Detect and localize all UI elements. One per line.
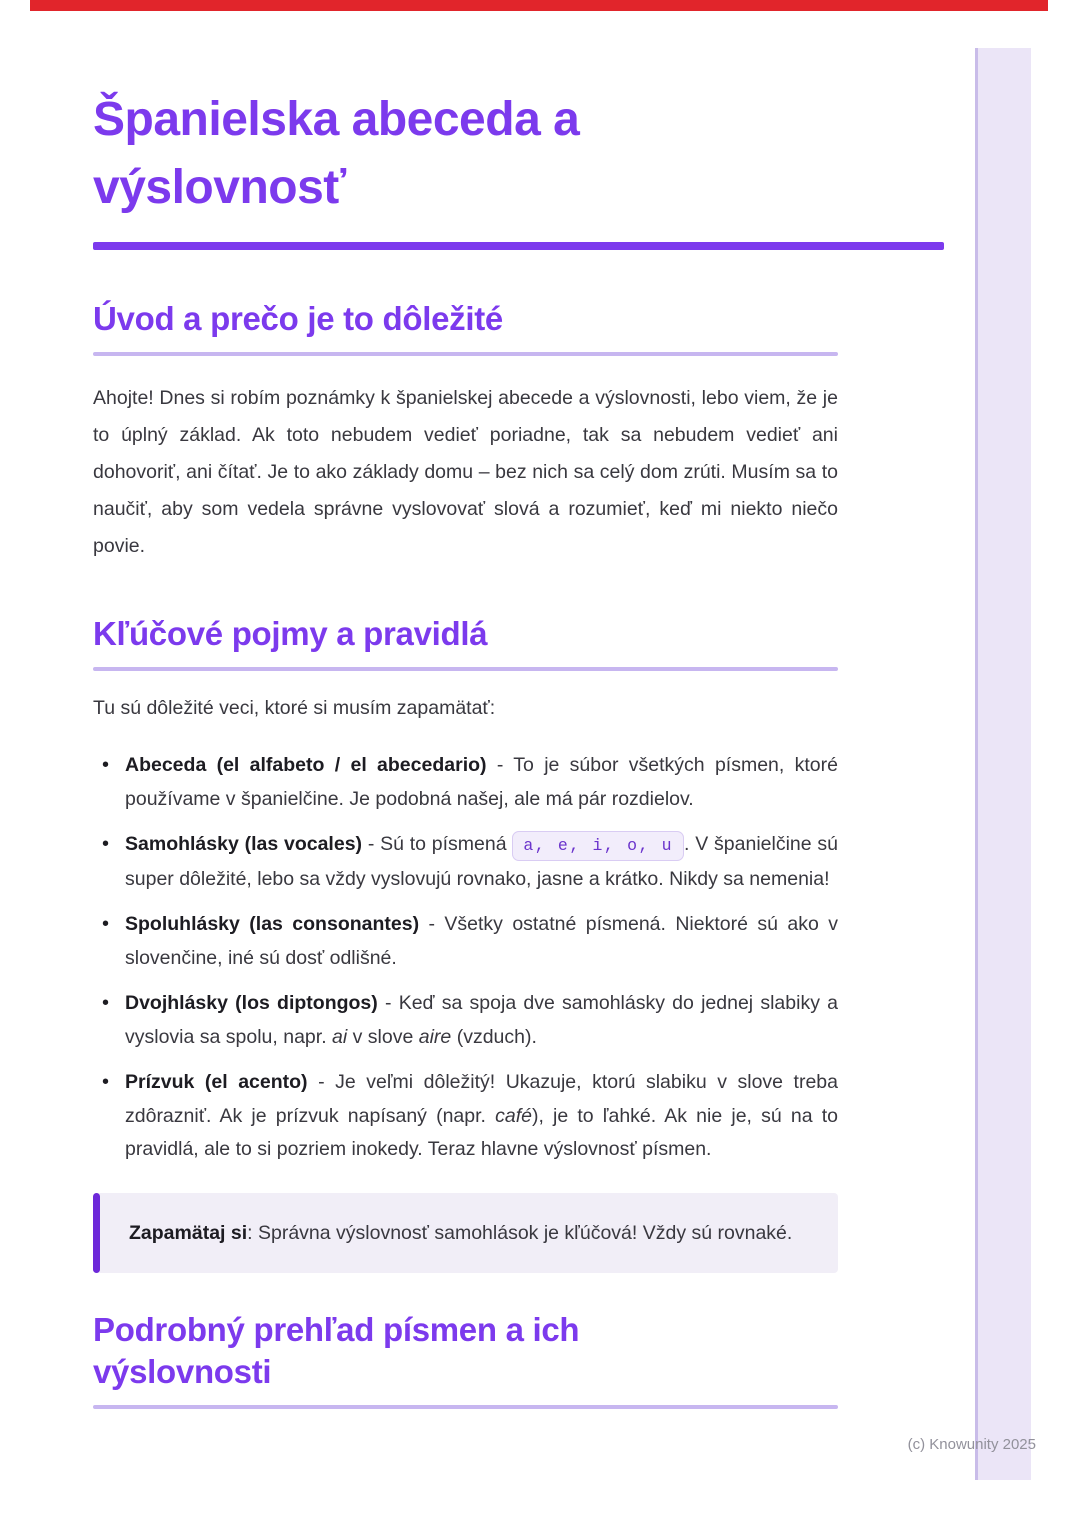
italic-example: aire: [418, 1025, 452, 1048]
copyright-note: (c) Knowunity 2025: [907, 1436, 1036, 1453]
key-concepts-divider: [93, 667, 838, 671]
body-text-segment: - Sú to písmená: [362, 833, 513, 855]
body-text-segment: - Keď sa spoja dve samohlásky do jednej slabiky a vyslovia sa spolu, napr.: [125, 992, 838, 1048]
body-text-segment: - To je súbor všetkých písmen, ktoré používame v španielčine. Je podobná našej, ale má pár rozdielov.: [125, 754, 838, 810]
section-key-concepts: [93, 613, 944, 1167]
section-detail-overview: [93, 1309, 944, 1409]
term-label: Abeceda (el alfabeto / el abecedario): [125, 754, 487, 776]
body-text-segment: v slove: [347, 1025, 419, 1048]
intro-paragraph: Ahojte! Dnes si robím poznámky k španielskej abecede a výslovnosti, lebo viem, že je to úplný základ. Ak toto nebudem vedieť poriadne, tak sa nebudem vedieť ani dohovoriť, ani čítať. Je to ako základy domu – bez nich sa celý dom zrúti. Musím sa to naučiť, aby som vedela správne vyslovovať slová a rozumieť, keď mi niekto niečo povie.: [93, 387, 838, 557]
callout-bold-label: Zapamätaj si: [129, 1221, 248, 1244]
term-label: Samohlásky (las vocales): [125, 833, 363, 855]
key-concepts-heading: Kľúčové pojmy a pravidlá: [93, 615, 488, 652]
detail-divider: [93, 1405, 838, 1409]
remember-callout: [93, 1193, 838, 1273]
right-margin-strip: [975, 48, 1031, 1480]
list-item: [93, 828, 838, 896]
section-intro: [93, 298, 944, 565]
intro-divider: [93, 352, 838, 356]
body-text-segment: . V španielčine sú super dôležité, lebo sa vždy vyslovujú rovnako, jasne a krátko. Nikdy sa nemenia!: [125, 833, 838, 890]
page-title: Španielska abeceda a výslovnosť: [93, 93, 580, 214]
key-concepts-lead: Tu sú dôležité veci, ktoré si musím zapamätať:: [93, 697, 496, 719]
term-label: Prízvuk (el acento): [125, 1071, 308, 1093]
italic-example: café: [495, 1104, 532, 1127]
list-item: [93, 749, 838, 816]
list-item: [93, 908, 838, 975]
term-label: Dvojhlásky (los diptongos): [125, 992, 378, 1014]
detail-heading: Podrobný prehľad písmen a ich výslovnosti: [93, 1310, 580, 1390]
list-item: [93, 987, 838, 1054]
inline-code-chip: a, e, i, o, u: [512, 831, 684, 861]
key-concepts-list: [93, 749, 838, 1167]
list-item: [93, 1066, 838, 1167]
body-text-segment: (vzduch).: [451, 1025, 537, 1048]
callout-text: [129, 1215, 798, 1251]
callout-accent-bar: [93, 1193, 100, 1273]
intro-heading: Úvod a prečo je to dôležité: [93, 300, 503, 337]
title-divider: [93, 242, 944, 250]
body-text-segment: - Je veľmi dôležitý! Ukazuje, ktorú slabiku v slove treba zdôrazniť. Ak je prízvuk napísaný (napr.: [125, 1071, 838, 1127]
term-label: Spoluhlásky (las consonantes): [125, 913, 420, 935]
body-text-segment: - Všetky ostatné písmená. Niektoré sú ako v slovenčine, iné sú dosť odlišné.: [125, 913, 838, 969]
body-text-segment: ), je to ľahké. Ak nie je, sú na to pravidlá, ale to si pozriem inokedy. Teraz hlavne výslovnosť písmen.: [125, 1104, 838, 1160]
italic-example: ai: [332, 1025, 348, 1048]
callout-body: : Správna výslovnosť samohlások je kľúčová! Vždy sú rovnaké.: [247, 1221, 793, 1244]
